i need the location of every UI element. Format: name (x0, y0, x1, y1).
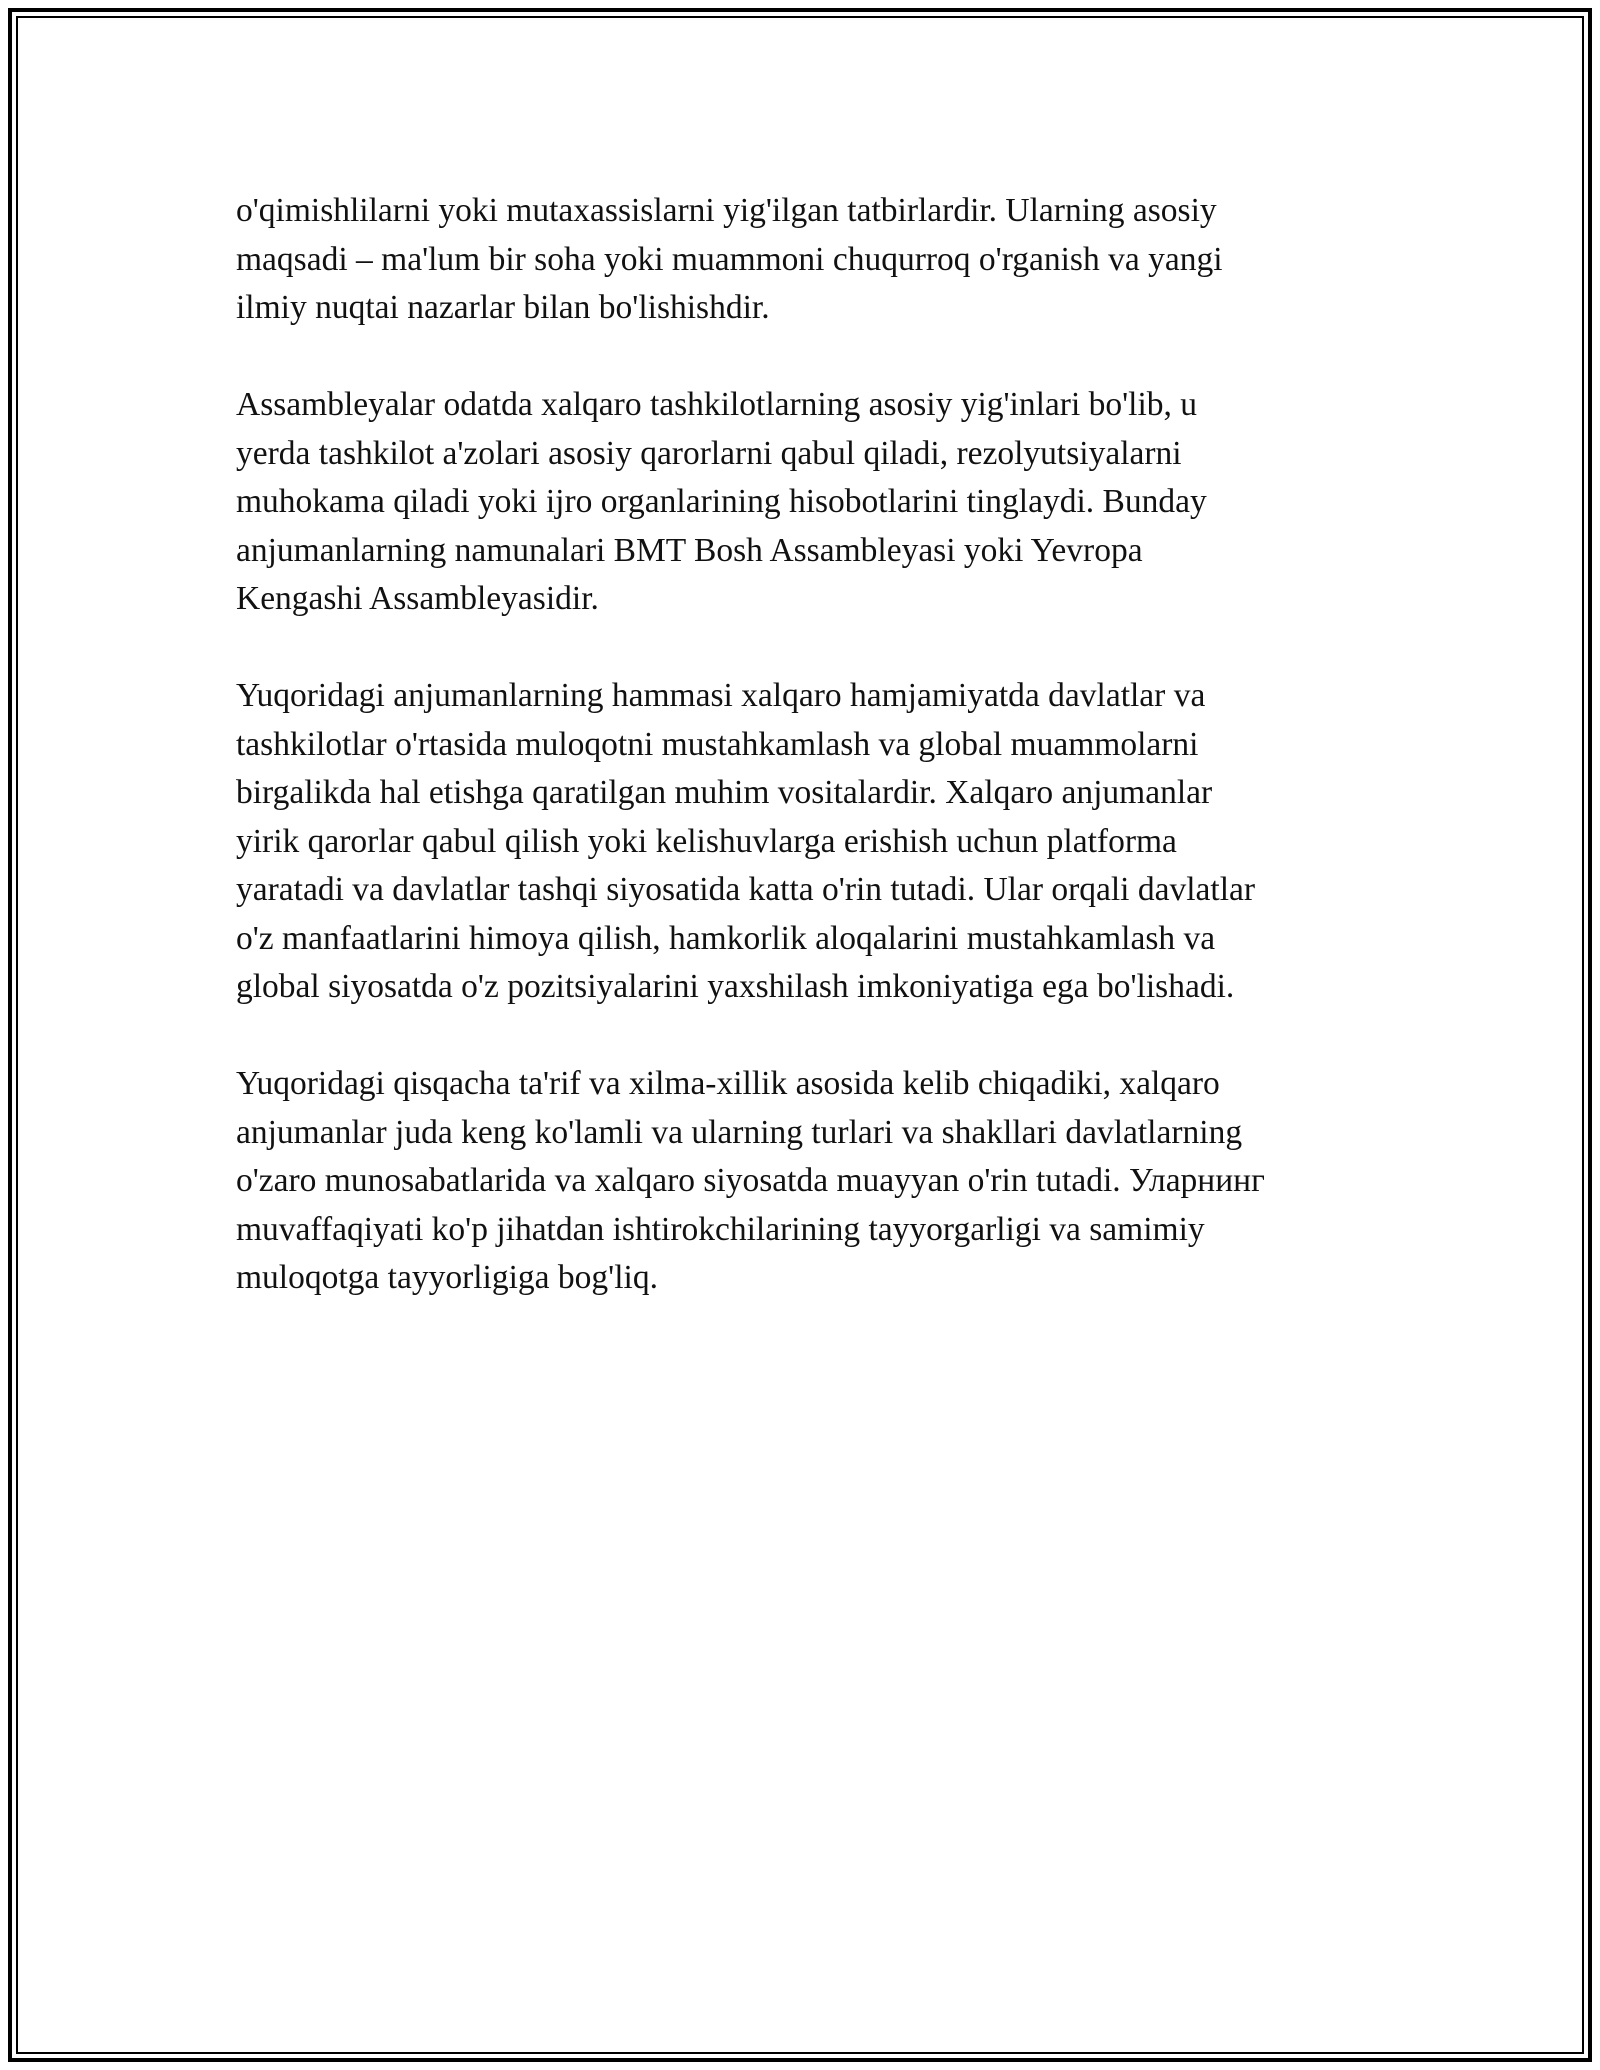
text-line: yerda tashkilot a'zolari asosiy qarorlarni qabul qiladi, rezolyutsiyalarni (236, 434, 1182, 472)
text-line: yirik qarorlar qabul qilish yoki kelishuvlarga erishish uchun platforma (236, 822, 1177, 860)
text-line: Yuqoridagi qisqacha ta'rif va xilma-xillik asosida kelib chiqadiki, xalqaro (236, 1065, 1220, 1102)
paragraph-2 (236, 381, 1376, 624)
text-line: o'qimishlilarni yoki mutaxassislarni yig'ilgan tatbirlardir. Ularning asosiy (236, 192, 1217, 229)
paragraph-4 (236, 1060, 1376, 1303)
text-line: anjumanlar juda keng ko'lamli va ularning turlari va shakllari davlatlarning (236, 1113, 1243, 1151)
text-line: muloqotga tayyorligiga bog'liq. (236, 1259, 658, 1296)
paragraph-1 (236, 187, 1376, 333)
text-line: tashkilotlar o'rtasida muloqotni mustahkamlash va global muammolarni (236, 725, 1199, 763)
text-line: o'zaro munosabatlarida va xalqaro siyosatda muayyan o'rin tutadi. Уларнинг (236, 1162, 1265, 1199)
text-line: global siyosatda o'z pozitsiyalarini yaxshilash imkoniyatiga ega bo'lishadi. (236, 968, 1235, 1005)
text-line: ilmiy nuqtai nazarlar bilan bo'lishishdir. (236, 289, 770, 326)
document-body (236, 187, 1376, 1351)
text-line: Assambleyalar odatda xalqaro tashkilotlarning asosiy yig'inlari bo'lib, u (236, 386, 1198, 423)
text-line: yaratadi va davlatlar tashqi siyosatida katta o'rin tutadi. Ular orqali davlatlar (236, 871, 1256, 908)
text-line: Yuqoridagi anjumanlarning hammasi xalqaro hamjamiyatda davlatlar va (236, 677, 1206, 714)
text-line: Kengashi Assambleyasidir. (236, 580, 599, 617)
text-line: o'z manfaatlarini himoya qilish, hamkorlik aloqalarini mustahkamlash va (236, 919, 1216, 957)
paragraph-3 (236, 672, 1376, 1012)
text-line: birgalikda hal etishga qaratilgan muhim vositalardir. Xalqaro anjumanlar (236, 774, 1213, 811)
text-line: muvaffaqiyati ko'p jihatdan ishtirokchilarining tayyorgarligi va samimiy (236, 1210, 1205, 1248)
text-line: muhokama qiladi yoki ijro organlarining hisobotlarini tinglaydi. Bunday (236, 483, 1207, 520)
text-line: maqsadi – ma'lum bir soha yoki muammoni chuqurroq o'rganish va yangi (236, 240, 1223, 278)
text-line: anjumanlarning namunalari BMT Bosh Assambleyasi yoki Yevropa (236, 531, 1143, 569)
